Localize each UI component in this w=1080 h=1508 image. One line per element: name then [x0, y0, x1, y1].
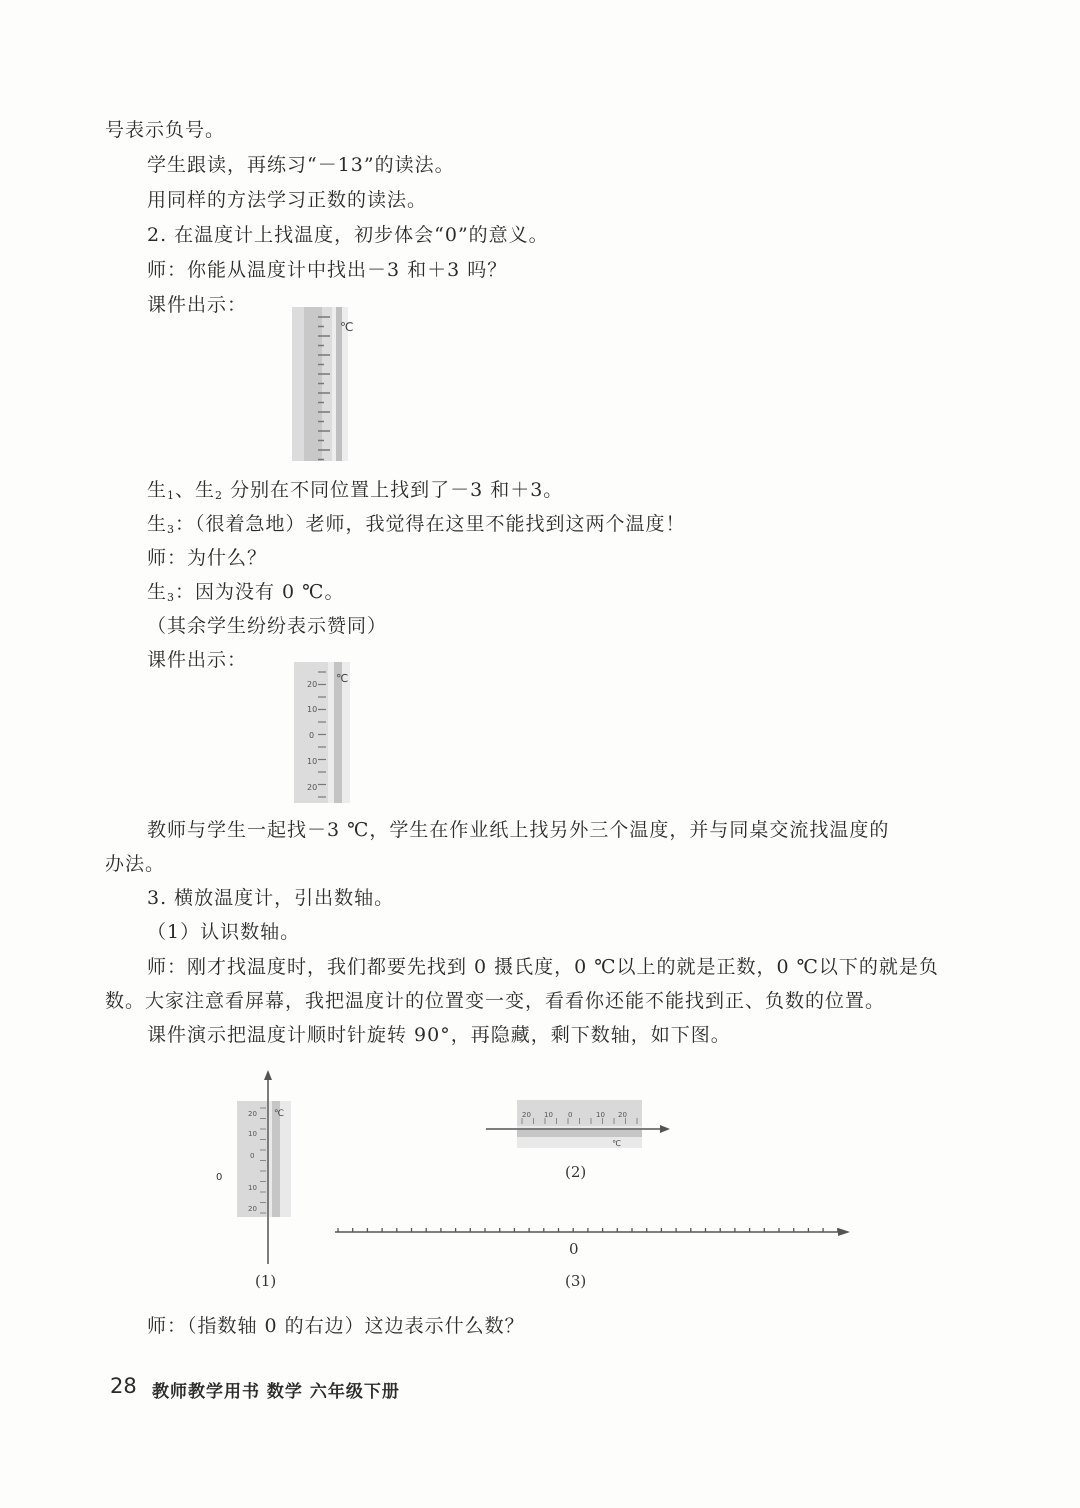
sub-heading: （1）认识数轴。 [147, 921, 301, 943]
paragraph-line: 课件演示把温度计顺时针旋转 90°，再隐藏，剩下数轴，如下图。 [147, 1024, 731, 1046]
scale-label: 0 [568, 1111, 573, 1119]
paragraph-line: 师：（指数轴 0 的右边）这边表示什么数？ [147, 1315, 525, 1337]
unit-label: ℃ [336, 672, 349, 685]
paragraph-line: 用同样的方法学习正数的读法。 [147, 189, 428, 211]
paragraph-line: 学生跟读，再练习“－13”的读法。 [147, 154, 455, 176]
scale-label: 20 [248, 1205, 257, 1213]
paragraph-line: 课件出示： [147, 294, 248, 316]
paragraph-line: （其余学生纷纷表示赞同） [147, 615, 388, 637]
zero-label: 0 [216, 1172, 223, 1183]
scale-label: 10 [248, 1130, 257, 1138]
paragraph-line: 师：为什么？ [147, 547, 268, 569]
page-number: 28 [110, 1374, 137, 1398]
scale-label: 20 [522, 1111, 531, 1119]
subscript: 3 [167, 523, 176, 536]
scale-label: 10 [248, 1184, 257, 1192]
subscript: 2 [215, 489, 224, 502]
scale-label: 10 [596, 1111, 605, 1119]
paragraph-line: 课件出示： [147, 649, 248, 671]
speaker: 生 [147, 513, 168, 535]
text-fragment: ：（很着急地）老师，我觉得在这里不能找到这两个温度！ [175, 513, 686, 535]
paragraph-line [147, 478, 563, 508]
caption-2: (2) [565, 1163, 587, 1181]
unit-label: ℃ [340, 320, 354, 334]
paragraph-line: 号表示负号。 [105, 119, 226, 141]
text-fragment: ：因为没有 0 ℃。 [175, 581, 345, 603]
text-fragment: 、生 [175, 479, 216, 501]
caption-1: (1) [255, 1272, 277, 1290]
paragraph-line: 办法。 [105, 853, 166, 875]
scale-label: 10 [544, 1111, 553, 1119]
scale-label: 20 [618, 1111, 627, 1119]
figure-3-number-line [330, 1220, 860, 1244]
caption-3: (3) [565, 1272, 587, 1290]
scale-label: 0 [250, 1152, 255, 1160]
subscript: 1 [167, 489, 176, 502]
unit-label: ℃ [274, 1109, 285, 1119]
paragraph-line [147, 580, 344, 610]
subscript: 3 [167, 591, 176, 604]
paragraph-line: 教师与学生一起找－3 ℃，学生在作业纸上找另外三个温度，并与同桌交流找温度的 [147, 819, 890, 841]
scale-label: 0 [309, 731, 315, 740]
figure-1-vertical-axis [210, 1068, 300, 1268]
scale-label: 10 [307, 757, 318, 766]
paragraph-line [147, 512, 686, 542]
section-heading: 3. 横放温度计，引出数轴。 [147, 887, 395, 909]
book-title: 教师教学用书 数学 六年级下册 [152, 1382, 400, 1402]
axis-zero-label: 0 [569, 1240, 579, 1258]
thermometer-figure-blank [290, 305, 362, 463]
section-heading: 2. 在温度计上找温度，初步体会“0”的意义。 [147, 224, 549, 246]
scale-label: 20 [248, 1110, 257, 1118]
thermometer-figure-numbered [292, 660, 358, 805]
figure-2-horizontal-thermometer [484, 1095, 674, 1155]
paragraph-line: 师：刚才找温度时，我们都要先找到 0 摄氏度，0 ℃以上的就是正数，0 ℃以下的就是负 [147, 956, 939, 978]
speaker: 生 [147, 581, 168, 603]
text-fragment: 分别在不同位置上找到了－3 和＋3。 [223, 479, 564, 501]
speaker: 生 [147, 479, 168, 501]
paragraph-line: 师：你能从温度计中找出－3 和＋3 吗？ [147, 259, 508, 281]
paragraph-line: 数。大家注意看屏幕，我把温度计的位置变一变，看看你还能不能找到正、负数的位置。 [105, 990, 886, 1012]
scale-label: 10 [307, 705, 318, 714]
scale-label: 20 [307, 783, 318, 792]
unit-label: ℃ [612, 1139, 621, 1148]
scale-label: 20 [307, 680, 318, 689]
